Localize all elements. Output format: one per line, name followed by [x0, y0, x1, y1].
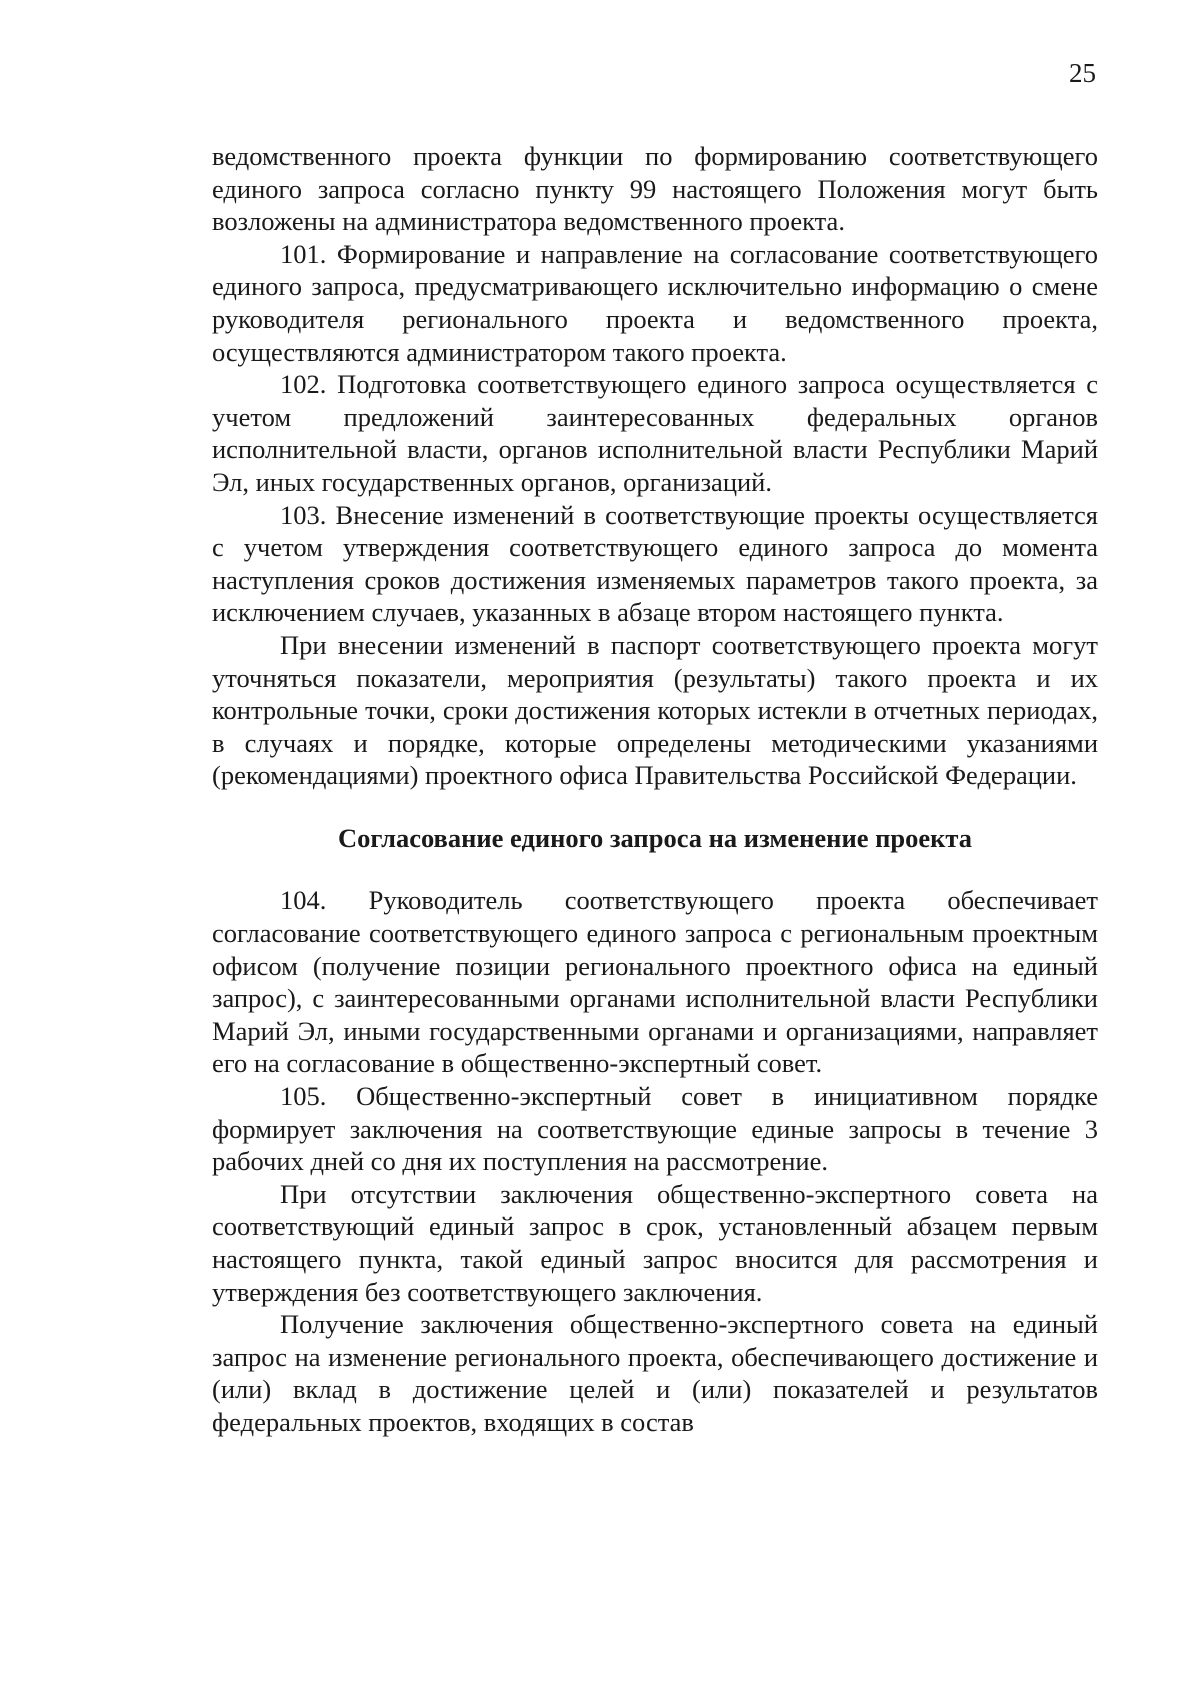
- paragraph-105-part-2: При отсутствии заключения общественно-экспертного совета на соответствующий единый запрос в срок, установленный абзацем первым настоящего пункта, такой единый запрос вносится для рассмотрения и утверждения без соответствующего заключения.: [212, 1178, 1098, 1307]
- document-body: [212, 140, 1098, 1439]
- paragraph-103-part-2: При внесении изменений в паспорт соответствующего проекта могут уточняться показатели, мероприятия (результаты) такого проекта и их контрольные точки, сроки достижения которых истекли в отчетных периодах, в случаях и порядке, которые определены методическими указаниями (рекомендациями) проектного офиса Правительства Российской Федерации.: [212, 629, 1098, 791]
- paragraph-102: 102. Подготовка соответствующего единого запроса осуществляется с учетом предложений заинтересованных федеральных органов исполнительной власти, органов исполнительной власти Республики Марий Эл, иных государственных органов, организаций.: [212, 369, 1098, 497]
- paragraph-103: 103. Внесение изменений в соответствующие проекты осуществляется с учетом утверждения соответствующего единого запроса до момента наступления сроков достижения изменяемых параметров такого проекта, за исключением случаев, указанных в абзаце втором настоящего пункта.: [212, 499, 1098, 628]
- page-number: 25: [1069, 58, 1096, 88]
- paragraph-105: 105. Общественно-экспертный совет в инициативном порядке формирует заключения на соответствующие единые запросы в течение 3 рабочих дней со дня их поступления на рассмотрение.: [212, 1081, 1098, 1177]
- paragraph-104: 104. Руководитель соответствующего проекта обеспечивает согласование соответствующего единого запроса с региональным проектным офисом (получение позиции регионального проектного офиса на единый запрос), с заинтересованными органами исполнительной власти Республики Марий Эл, иными государственными органами и организациями, направляет его на согласование в общественно-экспертный совет.: [212, 885, 1098, 1079]
- section-heading: Согласование единого запроса на изменение проекта: [338, 822, 972, 853]
- paragraph-continuation: ведомственного проекта функции по формированию соответствующего единого запроса согласно пункту 99 настоящего Положения могут быть возложены на администратора ведомственного проекта.: [212, 141, 1098, 237]
- paragraph-105-part-3: Получение заключения общественно-экспертного совета на единый запрос на изменение регионального проекта, обеспечивающего достижение и (или) вклад в достижение целей и (или) показателей и результатов федеральных проектов, входящих в состав: [212, 1309, 1098, 1437]
- paragraph-101: 101. Формирование и направление на согласование соответствующего единого запроса, предусматривающего исключительно информацию о смене руководителя регионального проекта и ведомственного проекта, осуществляются администратором такого проекта.: [212, 238, 1098, 367]
